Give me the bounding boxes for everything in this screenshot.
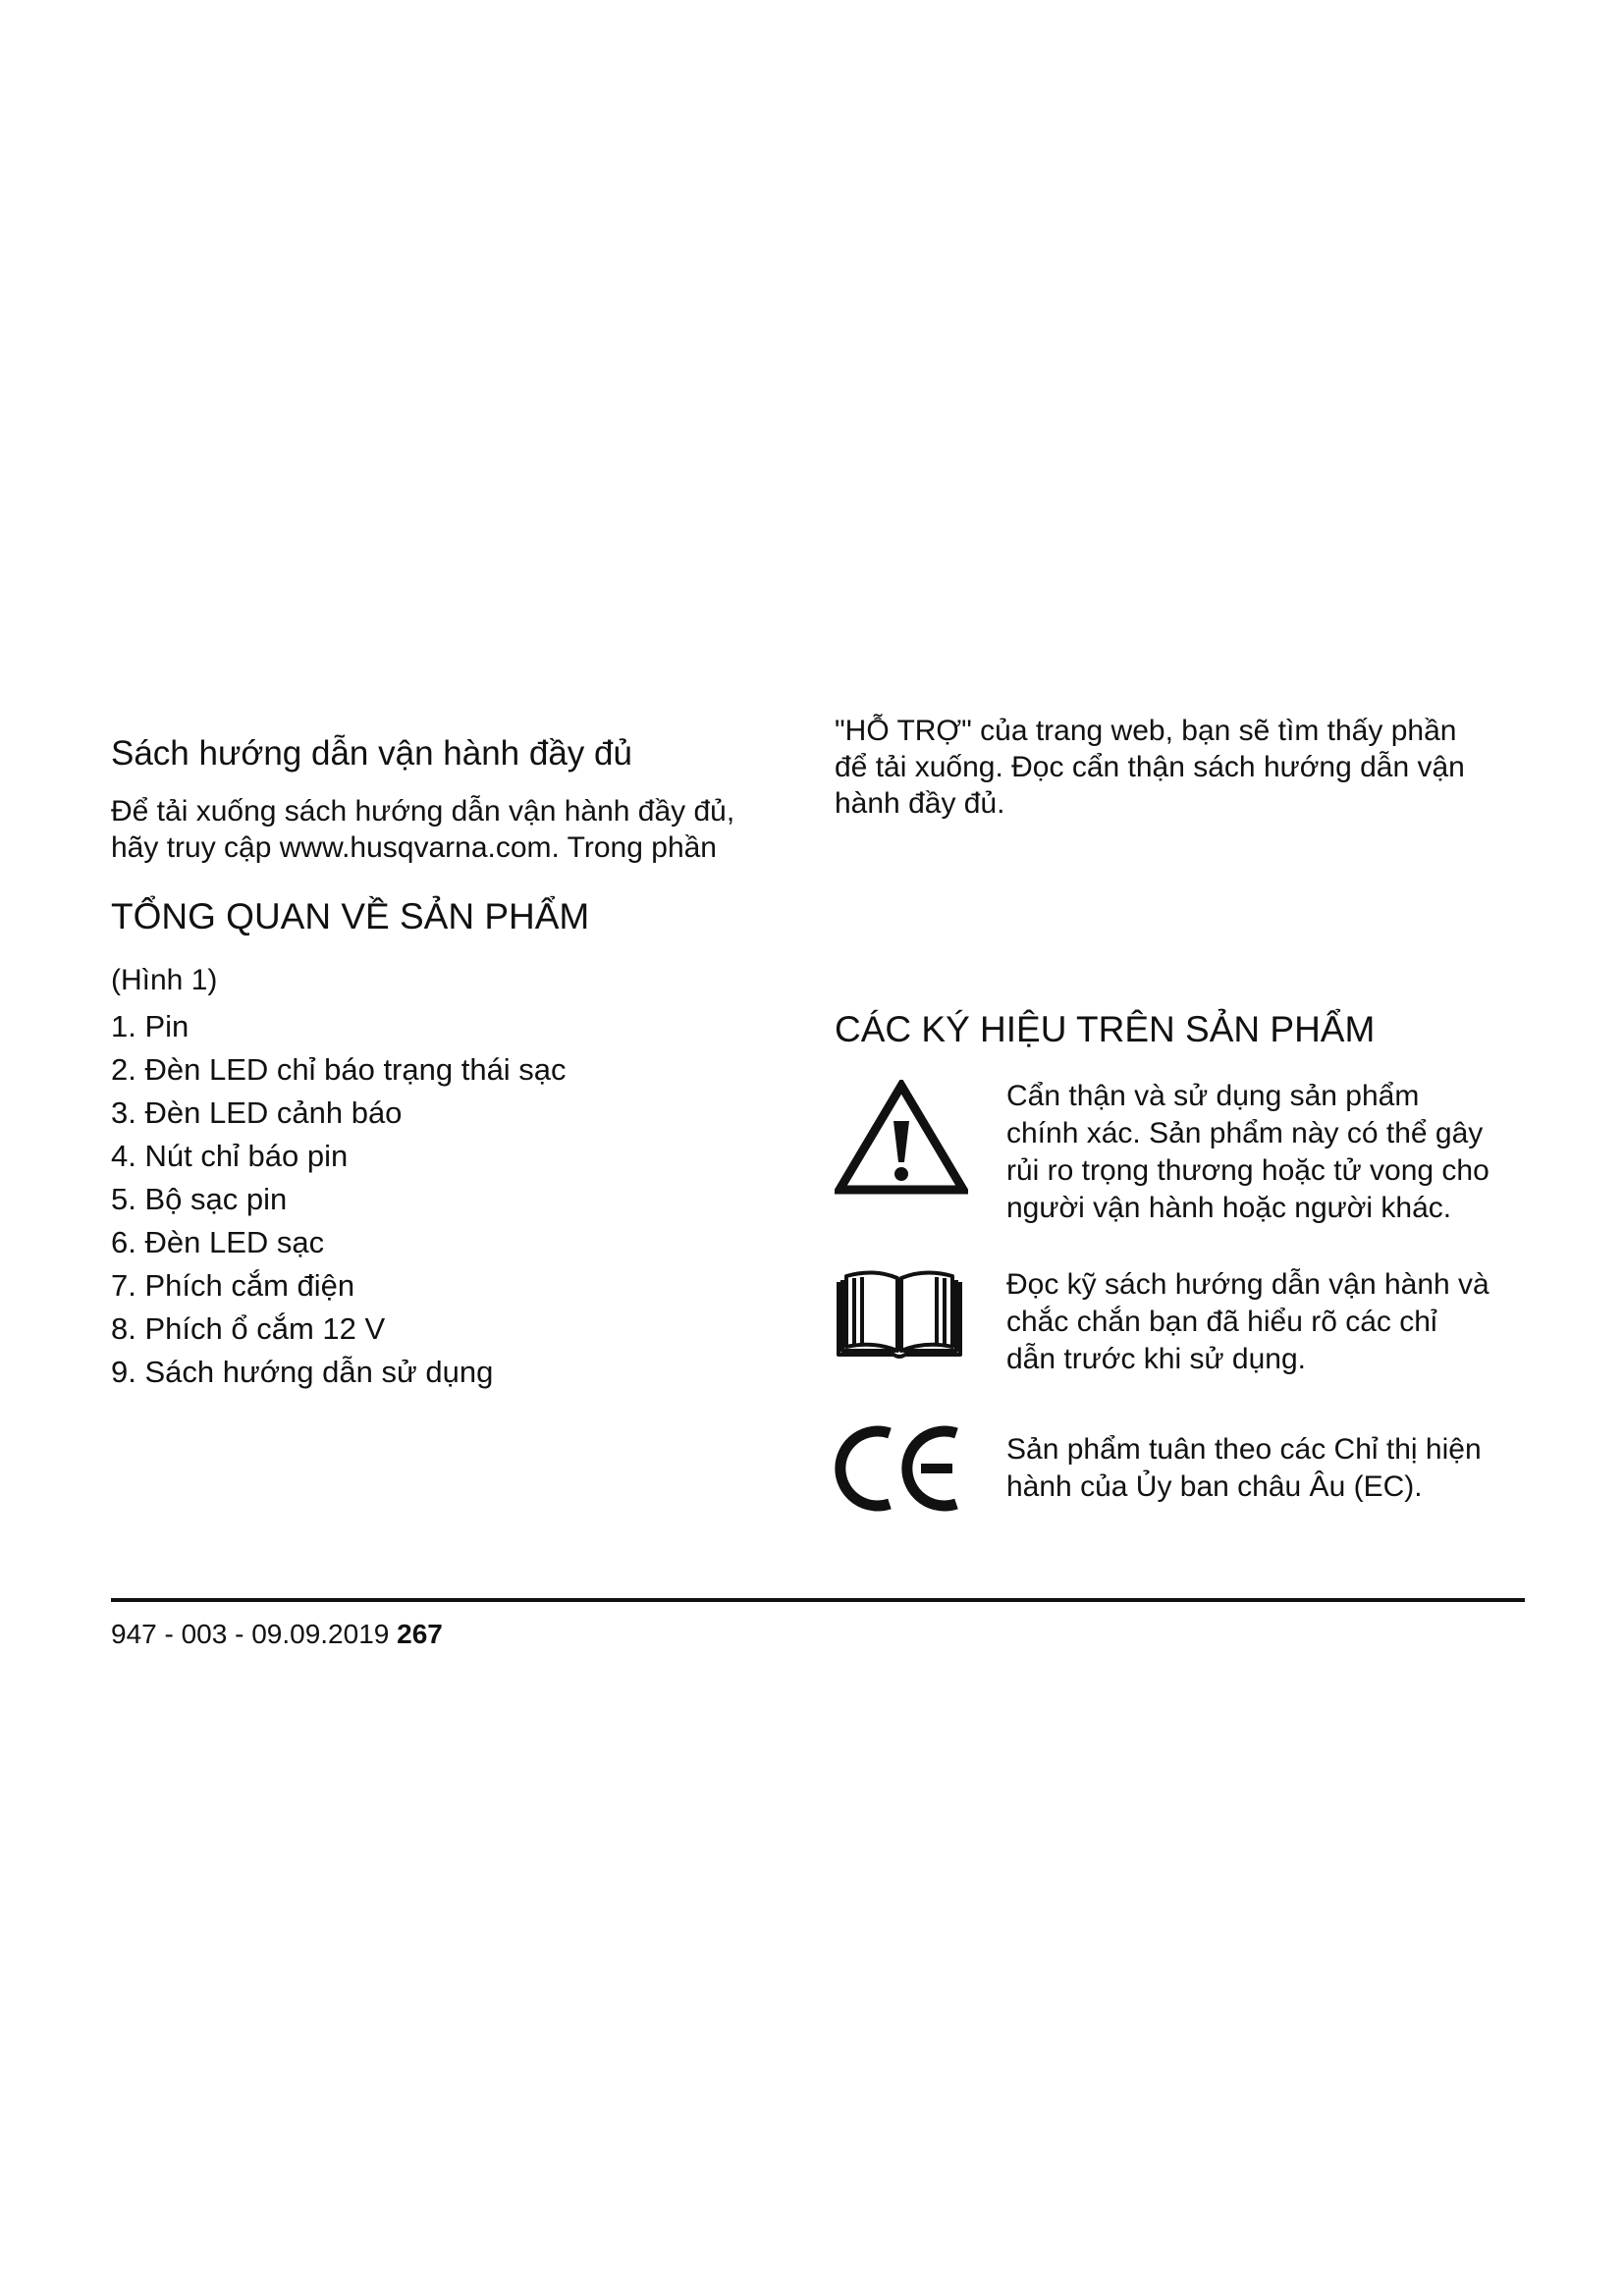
overview-heading: TỔNG QUAN VỀ SẢN PHẨM — [111, 896, 590, 936]
footer-divider — [111, 1598, 1525, 1602]
list-item: 4. Nút chỉ báo pin — [111, 1139, 349, 1173]
warning-text-line: Cẩn thận và sử dụng sản phẩm — [1006, 1080, 1420, 1112]
footer — [111, 1618, 443, 1651]
list-item: 8. Phích ổ cắm 12 V — [111, 1311, 386, 1346]
warning-text-line: chính xác. Sản phẩm này có thể gây — [1006, 1117, 1484, 1149]
open-book-icon — [835, 1268, 964, 1359]
manual-paragraph-continued — [835, 713, 1465, 822]
symbols-heading: CÁC KÝ HIỆU TRÊN SẢN PHẨM — [835, 1009, 1376, 1049]
document-code: 947 - 003 - 09.09.2019 — [111, 1619, 390, 1649]
list-item: 1. Pin — [111, 1009, 189, 1043]
list-item: 2. Đèn LED chỉ báo trạng thái sạc — [111, 1052, 567, 1087]
warning-triangle-icon — [835, 1080, 968, 1196]
continued-text-line: hành đầy đủ. — [835, 787, 1005, 820]
continued-text-line: "HỖ TRỢ" của trang web, bạn sẽ tìm thấy phần — [835, 715, 1457, 747]
manual-symbol-text-line: chắc chắn bạn đã hiểu rõ các chỉ — [1006, 1306, 1437, 1338]
product-parts-list — [111, 1005, 567, 1394]
symbol-row-ce — [835, 1423, 1522, 1522]
warning-text-line: rủi ro trọng thương hoặc tử vong cho — [1006, 1154, 1489, 1187]
page-number: 267 — [397, 1619, 443, 1649]
manual-symbol-text-line: Đọc kỹ sách hướng dẫn vận hành và — [1006, 1268, 1489, 1301]
manual-description — [1006, 1266, 1489, 1378]
list-item: 7. Phích cắm điện — [111, 1268, 355, 1303]
figure-reference: (Hình 1) — [111, 964, 218, 996]
list-item: 5. Bộ sạc pin — [111, 1182, 288, 1216]
warning-description — [1006, 1078, 1489, 1227]
manual-heading: Sách hướng dẫn vận hành đầy đủ — [111, 734, 632, 773]
manual-symbol-text-line: dẫn trước khi sử dụng. — [1006, 1343, 1306, 1375]
list-item: 6. Đèn LED sạc — [111, 1225, 325, 1259]
list-item: 3. Đèn LED cảnh báo — [111, 1095, 403, 1130]
manual-text-line: Để tải xuống sách hướng dẫn vận hành đầy đủ, — [111, 795, 735, 828]
symbol-row-manual — [835, 1268, 1522, 1396]
continued-text-line: để tải xuống. Đọc cẩn thận sách hướng dẫn vận — [835, 751, 1465, 783]
manual-paragraph — [111, 793, 734, 866]
ce-mark-icon — [835, 1423, 964, 1514]
ce-text-line: hành của Ủy ban châu Âu (EC). — [1006, 1470, 1423, 1503]
list-item: 9. Sách hướng dẫn sử dụng — [111, 1355, 494, 1389]
symbol-row-warning — [835, 1080, 1522, 1237]
ce-description — [1006, 1431, 1482, 1506]
manual-text-line: hãy truy cập www.husqvarna.com. Trong phần — [111, 831, 717, 864]
warning-text-line: người vận hành hoặc người khác. — [1006, 1192, 1452, 1224]
ce-text-line: Sản phẩm tuân theo các Chỉ thị hiện — [1006, 1433, 1482, 1466]
